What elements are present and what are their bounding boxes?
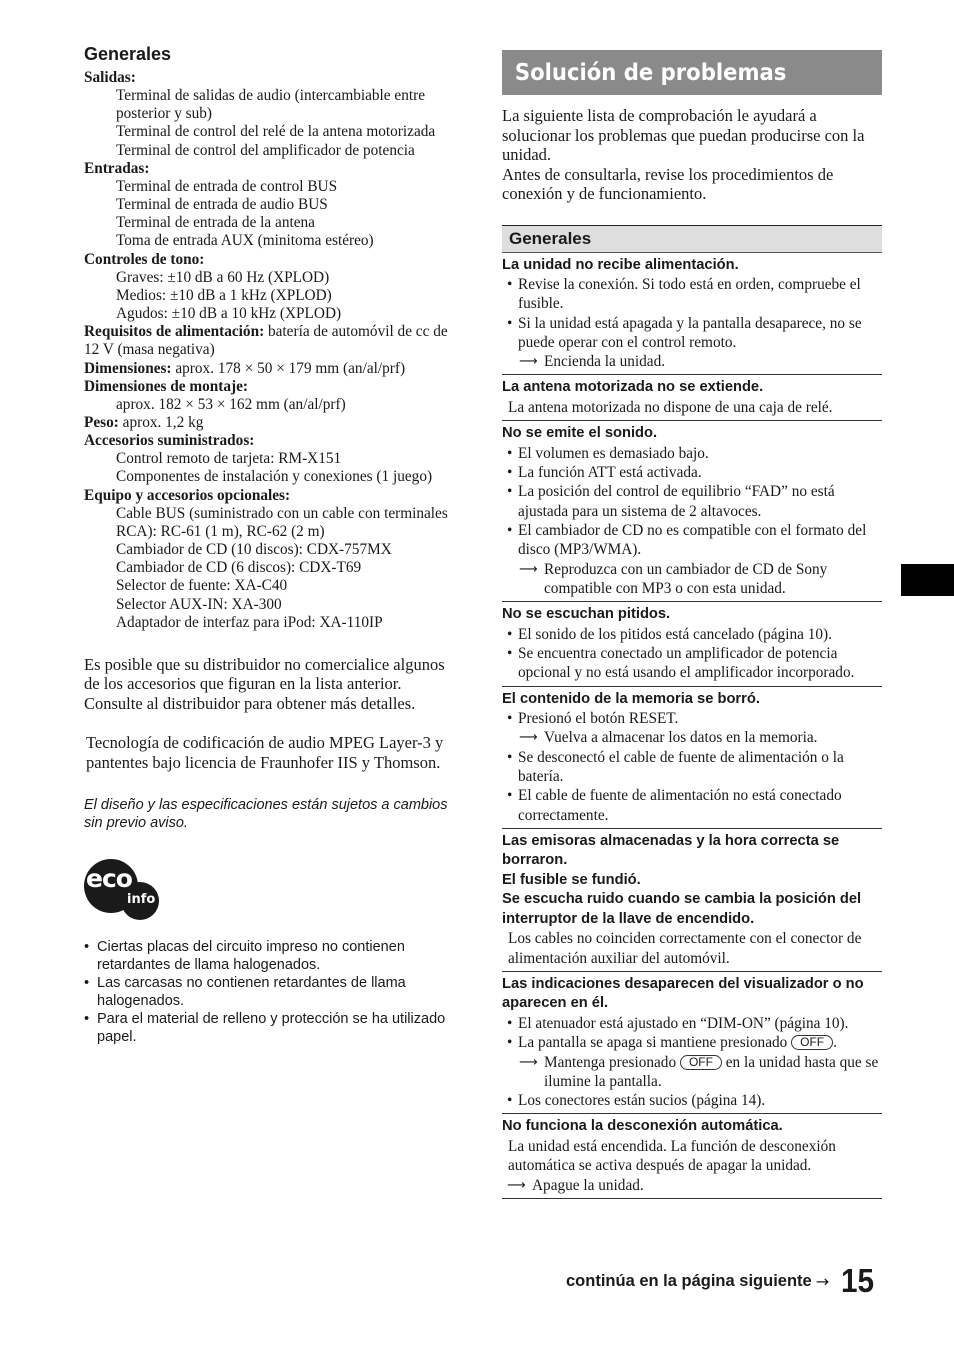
- problem-heading: No se escuchan pitidos.: [502, 606, 671, 623]
- problem-block: [502, 687, 882, 829]
- problem-solution: [502, 560, 882, 599]
- spec-term: Equipo y accesorios opcionales:: [84, 486, 291, 504]
- problem-bullet: • El cambiador de CD no es compatible con el formato del disco (MP3/WMA).: [502, 521, 882, 560]
- spec-value: aprox. 1,2 kg: [118, 413, 204, 431]
- arrow-right-icon: ⟶: [507, 1177, 526, 1193]
- spec-entry: [84, 360, 464, 378]
- spec-subitem: Toma de entrada AUX (minitoma estéreo): [116, 232, 374, 250]
- spec-subitem: Terminal de entrada de audio BUS: [116, 196, 328, 214]
- distributor-note: Es posible que su distribuidor no comercialice algunos de los accesorios que figuran en la lista anterior. Consulte al distribuidor para obtener más detalles.: [84, 654, 445, 713]
- spec-entry: [84, 323, 464, 359]
- problem-bullet: • El volumen es demasiado bajo.: [502, 444, 882, 463]
- problem-auto-off: [502, 1114, 882, 1198]
- list-item: • Las carcasas no contienen retardantes de llama halogenados.: [84, 974, 464, 1010]
- solution-text: Vuelva a almacenar los datos en la memoria.: [544, 729, 818, 747]
- spec-subitem: Control remoto de tarjeta: RM-X151: [116, 450, 342, 468]
- problem-heading: No se emite el sonido.: [502, 425, 658, 442]
- problem-solution: [502, 352, 882, 371]
- intro-paragraph-2: Antes de consultarla, revise los procedimientos de conexión y de funcionamiento.: [502, 164, 834, 203]
- problem-bullet: • La posición del control de equilibrio “FAD” no está ajustada para un sistema de 2 altavoces.: [502, 482, 882, 521]
- section-title: Generales: [509, 228, 592, 248]
- list-item: • Ciertas placas del circuito impreso no contienen retardantes de llama halogenados.: [84, 938, 464, 974]
- problem-heading: El fusible se fundió.: [502, 871, 641, 888]
- problem-heading: Se escucha ruido cuando se cambia la posición del interruptor de la llave de encendido.: [502, 891, 862, 927]
- problem-bullet: • Presionó el botón RESET.: [502, 709, 882, 728]
- section-bar-generales: [502, 225, 882, 253]
- problem-solution: [502, 728, 882, 747]
- problem-text: La antena motorizada no dispone de una caja de relé.: [508, 398, 833, 416]
- off-button-label: OFF: [680, 1055, 722, 1070]
- text-fragment: Mantenga presionado: [544, 1053, 680, 1071]
- page-footer: [566, 1262, 926, 1300]
- problem-bullet: • Se desconectó el cable de fuente de alimentación o la batería.: [502, 748, 882, 787]
- problem-bullet: • El atenuador está ajustado en “DIM-ON” (página 10).: [502, 1014, 882, 1033]
- problem-heading: El contenido de la memoria se borró.: [502, 690, 760, 707]
- problem-solution: [502, 1176, 882, 1195]
- right-column: [502, 50, 882, 1199]
- problem-heading: La unidad no recibe alimentación.: [502, 256, 739, 273]
- page-number: 15: [841, 1262, 875, 1299]
- spec-subitem: Selector de fuente: XA-C40: [116, 577, 288, 595]
- spec-subitem: aprox. 182 × 53 × 162 mm (an/al/prf): [116, 395, 346, 413]
- problem-block: [502, 375, 882, 421]
- solution-text: Reproduzca con un cambiador de CD de Sony compatible con MP3 o con esta unidad.: [544, 560, 828, 597]
- spec-entry: [84, 160, 464, 178]
- spec-entry: [84, 432, 464, 450]
- text-fragment: .: [833, 1034, 837, 1052]
- problem-text: Los cables no coinciden correctamente con el conector de alimentación auxiliar del automóvil.: [508, 930, 862, 967]
- spec-entry: [84, 69, 464, 87]
- spec-term: Controles de tono:: [84, 250, 205, 268]
- design-change-note: El diseño y las especificaciones están sujetos a cambios sin previo aviso.: [84, 797, 448, 832]
- section-heading-generales: Generales: [84, 44, 172, 64]
- continue-label: continúa en la página siguiente: [566, 1271, 812, 1290]
- spec-subitem: Terminal de entrada de control BUS: [116, 177, 338, 195]
- text-fragment: en la unidad hasta que se ilumine la pantalla.: [544, 1053, 879, 1090]
- spec-term: Salidas:: [84, 69, 136, 86]
- spec-subitem: Cambiador de CD (6 discos): CDX-T69: [116, 559, 362, 577]
- problem-block: [502, 421, 882, 602]
- spec-term: Requisitos de alimentación:: [84, 323, 265, 341]
- spec-term: Entradas:: [84, 159, 150, 177]
- arrow-right-icon: ⟶: [519, 730, 538, 746]
- problem-list: [502, 253, 882, 972]
- spec-subitem: Terminal de control del amplificador de potencia: [116, 141, 415, 159]
- spec-entry: [84, 251, 464, 269]
- intro-paragraph-1: La siguiente lista de comprobación le ayudará a solucionar los problemas que puedan producirse con la unidad.: [502, 106, 865, 164]
- spec-list: [84, 69, 464, 632]
- arrow-right-icon: ⟶: [519, 1054, 538, 1070]
- spec-subitem: Adaptador de interfaz para iPod: XA-110IP: [116, 613, 383, 631]
- spec-subitem: Graves: ±10 dB a 60 Hz (XPLOD): [116, 268, 330, 286]
- spec-subitem: Componentes de instalación y conexiones (1 juego): [116, 468, 433, 486]
- spec-term: Peso:: [84, 413, 119, 431]
- left-column: [84, 44, 464, 1046]
- solution-text: Encienda la unidad.: [544, 353, 666, 371]
- spec-entry: [84, 378, 464, 396]
- problem-block: [502, 253, 882, 376]
- problem-text: La unidad está encendida. La función de desconexión automática se activa después de apagar la unidad.: [508, 1137, 836, 1175]
- list-item: • Para el material de relleno y protección se ha utilizado papel.: [84, 1010, 464, 1046]
- spec-entry: [84, 414, 464, 432]
- problem-bullet: • El cable de fuente de alimentación no está conectado correctamente.: [502, 786, 882, 825]
- problem-display: [502, 972, 882, 1114]
- problem-bullet: • La función ATT está activada.: [502, 463, 882, 482]
- text-fragment: La pantalla se apaga si mantiene presionado: [518, 1034, 792, 1052]
- problem-block: [502, 829, 882, 972]
- spec-term: Dimensiones de montaje:: [84, 377, 249, 395]
- spec-entry: [84, 487, 464, 505]
- title-bar: [502, 50, 882, 95]
- spec-subitem: Terminal de entrada de la antena: [116, 214, 315, 232]
- text-fragment: Apague la unidad.: [532, 1176, 644, 1194]
- spec-value: aprox. 178 × 50 × 179 mm (an/al/prf): [171, 359, 406, 377]
- spec-subitem: Cambiador de CD (10 discos): CDX-757MX: [116, 541, 392, 559]
- spec-subitem: Terminal de control del relé de la antena motorizada: [116, 123, 436, 141]
- eco-info-word: info: [127, 892, 156, 908]
- spec-value: batería de automóvil de cc de 12 V (masa negativa): [84, 323, 448, 359]
- spec-subitem: Terminal de salidas de audio (intercambiable entre posterior y sub): [116, 87, 425, 123]
- page-title: Solución de problemas: [514, 59, 787, 86]
- problem-bullet: • Revise la conexión. Si todo está en orden, compruebe el fusible.: [502, 275, 882, 314]
- problem-block: [502, 602, 882, 686]
- problem-heading: Las emisoras almacenadas y la hora correcta se borraron.: [502, 832, 840, 869]
- problem-bullet: • Se encuentra conectado un amplificador de potencia opcional y no está usando el amplificador incorporado.: [502, 644, 882, 683]
- spec-subitem: Medios: ±10 dB a 1 kHz (XPLOD): [116, 286, 332, 304]
- problem-heading: Las indicaciones desaparecen del visualizador o no aparecen en él.: [502, 975, 864, 1012]
- problem-heading: La antena motorizada no se extiende.: [502, 379, 764, 396]
- spec-term: Accesorios suministrados:: [84, 432, 255, 450]
- eco-word: eco: [86, 864, 132, 894]
- off-button-label: OFF: [791, 1035, 833, 1050]
- problem-bullet: • Si la unidad está apagada y la pantalla desaparece, no se puede operar con el control remoto.: [502, 314, 882, 353]
- problem-bullet: [502, 1033, 882, 1052]
- problem-bullet: • El sonido de los pitidos está cancelado (página 10).: [502, 625, 882, 644]
- arrow-right-icon: ⟶: [519, 561, 538, 577]
- problem-heading: No funciona la desconexión automática.: [502, 1118, 783, 1135]
- eco-list: [84, 938, 464, 1046]
- spec-term: Dimensiones:: [84, 359, 172, 377]
- problem-solution: [502, 1053, 882, 1092]
- side-thumb-tab: [901, 564, 954, 596]
- mpeg-license-note: Tecnología de codificación de audio MPEG Layer-3 y pantentes bajo licencia de Fraunhofer IIS y Thomson.: [86, 733, 444, 772]
- spec-subitem: Agudos: ±10 dB a 10 kHz (XPLOD): [116, 305, 342, 323]
- continue-arrow-icon: →: [815, 1271, 830, 1291]
- arrow-right-icon: ⟶: [519, 354, 538, 370]
- eco-info-logo: [84, 856, 164, 926]
- spec-subitem: Selector AUX-IN: XA-300: [116, 595, 282, 613]
- problem-bullet: • Los conectores están sucios (página 14).: [502, 1091, 882, 1110]
- spec-subitem: Cable BUS (suministrado con un cable con terminales RCA): RC-61 (1 m), RC-62 (2 m): [116, 504, 448, 540]
